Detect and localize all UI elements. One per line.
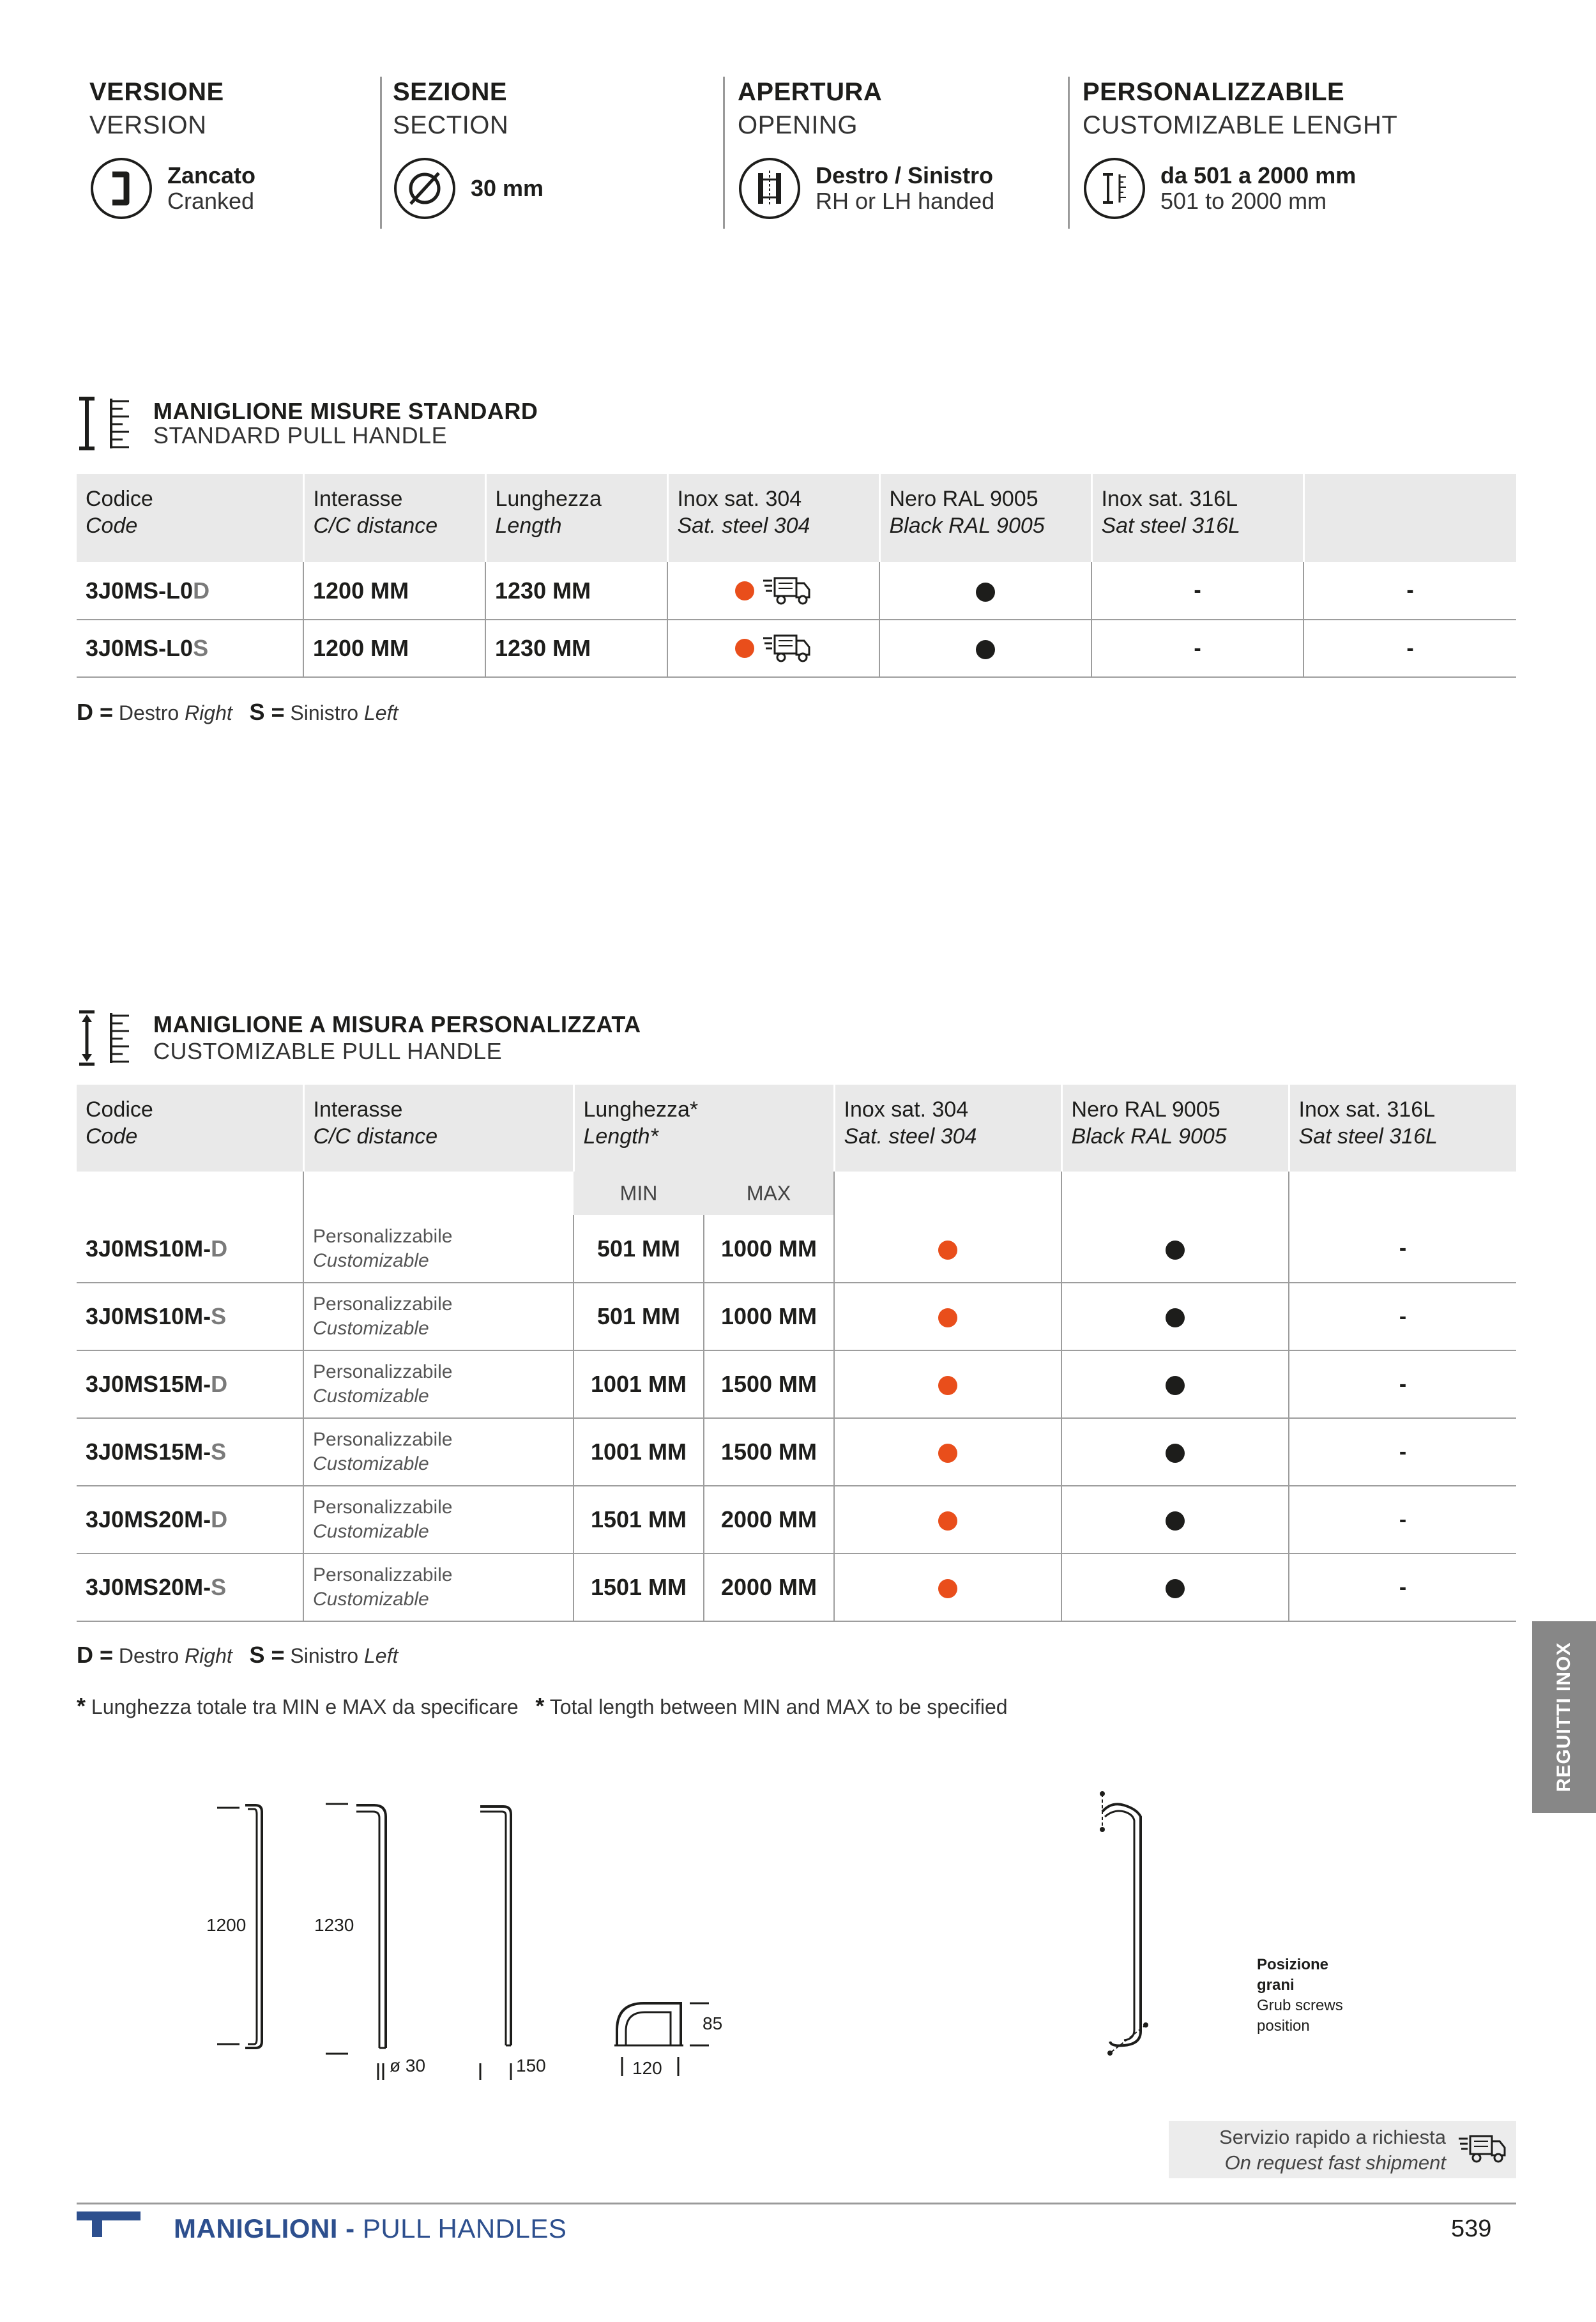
- max-cell: 1500 MM: [704, 1350, 834, 1418]
- header-cc: [303, 1085, 574, 1172]
- table-row: [77, 620, 1516, 677]
- attr-subtitle: CUSTOMIZABLE LENGHT: [1083, 111, 1398, 139]
- available-dot: [938, 1444, 957, 1463]
- dim-cc-label: 1200: [206, 1915, 247, 1935]
- code-base: 3J0MS20M-: [86, 1574, 211, 1600]
- steel-304-cell: [834, 1350, 1061, 1418]
- attr-section: [393, 77, 712, 230]
- diameter-icon: [393, 157, 457, 220]
- dim-150-label: 150: [516, 2056, 546, 2075]
- header-main: Nero RAL 9005: [1071, 1097, 1220, 1122]
- code-suffix: S: [211, 1303, 227, 1329]
- grub-en-2: position: [1257, 2017, 1310, 2035]
- code-suffix: D: [193, 577, 210, 604]
- code-suffix: D: [211, 1506, 228, 1532]
- minmax-row: [77, 1172, 1516, 1215]
- black-cell: [879, 562, 1091, 620]
- code-base: 3J0MS-L0: [86, 635, 194, 661]
- black-cell: [1061, 1350, 1289, 1418]
- handle-length-drawing: [319, 1795, 409, 2095]
- code-base: 3J0MS15M-: [86, 1371, 211, 1397]
- header-main: Codice: [86, 487, 153, 511]
- min-cell: 1501 MM: [574, 1554, 704, 1621]
- max-cell: 1500 MM: [704, 1418, 834, 1486]
- available-dot: [938, 1241, 957, 1260]
- available-dot: [938, 1376, 957, 1395]
- steel-304-cell: [667, 562, 879, 620]
- length-note: [77, 1693, 1008, 1720]
- black-cell: [1061, 1486, 1289, 1554]
- attr-divider: [1068, 77, 1070, 229]
- steel-304-cell: [834, 1486, 1061, 1554]
- available-dot: [976, 640, 995, 659]
- table-row: [77, 1283, 1516, 1350]
- section-title: MANIGLIONE A MISURA PERSONALIZZATA: [153, 1011, 641, 1037]
- max-cell: 2000 MM: [704, 1486, 834, 1554]
- legend-d: D =: [77, 1642, 114, 1668]
- header-main: Lunghezza: [495, 487, 602, 511]
- attr-version: [89, 77, 370, 230]
- legend-s-it: Sinistro: [290, 701, 359, 724]
- empty-cell: [1289, 1172, 1516, 1215]
- dim-diameter-label: ø 30: [390, 2056, 426, 2075]
- cc-cell: [303, 1283, 574, 1350]
- dim-120-label: 120: [632, 2058, 662, 2078]
- code-cell: [77, 1554, 303, 1621]
- header-sub: Black RAL 9005: [1071, 1124, 1227, 1149]
- cust-en: Customizable: [313, 1318, 429, 1339]
- code-cell: [77, 620, 303, 677]
- note-en: Total length between MIN and MAX to be specified: [549, 1695, 1008, 1718]
- cust-it: Personalizzabile: [313, 1564, 453, 1585]
- attr-value-main: 30 mm: [471, 175, 544, 201]
- custom-table: [77, 1085, 1516, 1622]
- cc-cell: [303, 1215, 574, 1283]
- code-cell: [77, 1350, 303, 1418]
- section-subtitle: STANDARD PULL HANDLE: [153, 422, 448, 448]
- attr-value-row: [738, 153, 994, 224]
- attr-customizable: [1083, 77, 1517, 230]
- attr-title: APERTURA: [738, 78, 883, 106]
- header-main: Inox sat. 304: [677, 487, 802, 511]
- header-main: Nero RAL 9005: [889, 487, 1038, 511]
- empty-cell: [1061, 1172, 1289, 1215]
- code-cell: [77, 1215, 303, 1283]
- attr-subtitle: OPENING: [738, 111, 858, 139]
- code-base: 3J0MS10M-: [86, 1235, 211, 1262]
- legend-standard: [77, 699, 398, 726]
- footer-divider: [77, 2203, 1516, 2204]
- cust-en: Customizable: [313, 1249, 429, 1271]
- empty-cell: [834, 1172, 1061, 1215]
- header-main: Codice: [86, 1097, 153, 1122]
- attr-value-sub: Cranked: [167, 188, 255, 214]
- fast-shipment-icon: [763, 633, 812, 664]
- footer-bold: MANIGLIONI -: [174, 2213, 355, 2243]
- black-cell: [1061, 1554, 1289, 1621]
- available-dot: [1166, 1579, 1185, 1598]
- header-steel-304: [667, 474, 879, 562]
- table-header-row: [77, 474, 1516, 562]
- attr-divider: [723, 77, 725, 229]
- legend-s: S =: [249, 699, 285, 725]
- cc-cell: [303, 1554, 574, 1621]
- cust-it: Personalizzabile: [313, 1361, 453, 1382]
- header-sub: C/C distance: [313, 1124, 438, 1149]
- fast-service-box: [1169, 2121, 1516, 2178]
- length-cell: 1230 MM: [485, 620, 667, 677]
- available-dot: [976, 583, 995, 602]
- table-row: [77, 1418, 1516, 1486]
- attr-value-main: Zancato: [167, 162, 256, 188]
- min-cell: 501 MM: [574, 1215, 704, 1283]
- cranked-icon: [89, 157, 153, 220]
- attr-value-main: Destro / Sinistro: [816, 162, 994, 188]
- header-sub: Code: [86, 514, 138, 538]
- available-dot: [938, 1511, 957, 1531]
- available-dot: [938, 1579, 957, 1598]
- fast-shipment-icon: [1459, 2134, 1507, 2164]
- max-cell: 1000 MM: [704, 1215, 834, 1283]
- cust-it: Personalizzabile: [313, 1497, 453, 1518]
- dim-length-label: 1230: [314, 1915, 354, 1935]
- header-steel-316: [1091, 474, 1303, 562]
- cust-it: Personalizzabile: [313, 1429, 453, 1450]
- available-dot: [1166, 1511, 1185, 1531]
- code-base: 3J0MS15M-: [86, 1439, 211, 1465]
- available-dot: [1166, 1444, 1185, 1463]
- steel-316-cell: -: [1091, 562, 1303, 620]
- cust-en: Customizable: [313, 1386, 429, 1407]
- min-label: MIN: [574, 1172, 704, 1215]
- black-cell: [879, 620, 1091, 677]
- length-cell: 1230 MM: [485, 562, 667, 620]
- header-main: Inox sat. 316L: [1298, 1097, 1436, 1122]
- attr-value-row: [89, 153, 255, 224]
- empty-cell: [77, 1172, 303, 1215]
- black-cell: [1061, 1215, 1289, 1283]
- header-sub: Length: [495, 514, 562, 538]
- handle-front-drawing: [211, 1795, 313, 2076]
- fast-service-en: On request fast shipment: [1224, 2151, 1446, 2174]
- empty-cell: [303, 1172, 574, 1215]
- table-row: [77, 1554, 1516, 1621]
- note-star: *: [77, 1693, 86, 1719]
- header-sub: Black RAL 9005: [889, 514, 1045, 538]
- legend-d-en: Right: [185, 1644, 232, 1667]
- attr-value-main: da 501 a 2000 mm: [1160, 162, 1357, 188]
- header-code: [77, 474, 303, 562]
- header-sub: Code: [86, 1124, 138, 1149]
- min-cell: 1501 MM: [574, 1486, 704, 1554]
- code-cell: [77, 1418, 303, 1486]
- header-black: [879, 474, 1091, 562]
- header-cc: [303, 474, 485, 562]
- header-black: [1061, 1085, 1289, 1172]
- steel-304-cell: [667, 620, 879, 677]
- min-cell: 501 MM: [574, 1283, 704, 1350]
- available-dot: [735, 639, 754, 658]
- steel-316-cell: -: [1289, 1215, 1516, 1283]
- header-length: [485, 474, 667, 562]
- brand-logo-icon: [77, 2211, 141, 2237]
- header-sub: Sat steel 316L: [1298, 1124, 1438, 1149]
- header-main: Interasse: [313, 1097, 403, 1122]
- header-code: [77, 1085, 303, 1172]
- table-row: [77, 562, 1516, 620]
- max-label: MAX: [704, 1172, 834, 1215]
- attr-subtitle: VERSION: [89, 111, 207, 139]
- dim-85-label: 85: [703, 2013, 723, 2033]
- min-cell: 1001 MM: [574, 1418, 704, 1486]
- code-base: 3J0MS-L0: [86, 577, 194, 604]
- grub-it-1: Posizione: [1257, 1956, 1329, 1973]
- section-title: MANIGLIONE MISURE STANDARD: [153, 398, 538, 424]
- footer-rest: PULL HANDLES: [362, 2213, 567, 2243]
- attr-subtitle: SECTION: [393, 111, 509, 139]
- steel-304-cell: [834, 1554, 1061, 1621]
- attr-title: VERSIONE: [89, 78, 224, 106]
- steel-304-cell: [834, 1215, 1061, 1283]
- note-star: *: [535, 1693, 545, 1719]
- attr-value-row: [1083, 153, 1356, 224]
- length-icon: [1083, 157, 1146, 220]
- available-dot: [735, 581, 754, 600]
- attr-title: PERSONALIZZABILE: [1083, 78, 1345, 106]
- cc-cell: [303, 1418, 574, 1486]
- fast-service-it: Servizio rapido a richiesta: [1219, 2126, 1446, 2148]
- code-cell: [77, 1283, 303, 1350]
- table-row: [77, 1486, 1516, 1554]
- header-steel-304: [834, 1085, 1061, 1172]
- handle-side-drawing: [473, 1795, 562, 2095]
- code-cell: [77, 562, 303, 620]
- cust-it: Personalizzabile: [313, 1225, 453, 1247]
- code-cell: [77, 1486, 303, 1554]
- ruler-icon: [75, 395, 133, 452]
- cust-en: Customizable: [313, 1453, 429, 1474]
- legend-s-it: Sinistro: [290, 1644, 359, 1667]
- code-suffix: S: [211, 1439, 227, 1465]
- table-row: [77, 1215, 1516, 1283]
- code-suffix: D: [211, 1235, 228, 1262]
- grub-label: [1257, 1955, 1343, 2036]
- available-dot: [938, 1308, 957, 1327]
- section-subtitle: CUSTOMIZABLE PULL HANDLE: [153, 1038, 503, 1064]
- attr-value-sub: 501 to 2000 mm: [1160, 188, 1327, 214]
- attr-value-sub: RH or LH handed: [816, 188, 995, 214]
- grub-en-1: Grub screws: [1257, 1997, 1343, 2014]
- available-dot: [1166, 1308, 1185, 1327]
- steel-304-cell: [834, 1418, 1061, 1486]
- attr-title: SEZIONE: [393, 78, 508, 106]
- steel-316-cell: -: [1289, 1283, 1516, 1350]
- note-it: Lunghezza totale tra MIN e MAX da specificare: [91, 1695, 519, 1718]
- legend-s-en: Left: [363, 1644, 399, 1667]
- header-sub: Sat. steel 304: [677, 514, 810, 538]
- opening-icon: [738, 157, 802, 220]
- available-dot: [1166, 1241, 1185, 1260]
- code-base: 3J0MS20M-: [86, 1506, 211, 1532]
- header-sub: C/C distance: [313, 514, 438, 538]
- side-tab: [1532, 1621, 1596, 1813]
- steel-316-cell: -: [1289, 1486, 1516, 1554]
- steel-316-cell: -: [1289, 1418, 1516, 1486]
- attr-opening: [738, 77, 1057, 230]
- header-sub: Sat. steel 304: [844, 1124, 977, 1149]
- steel-304-cell: [834, 1283, 1061, 1350]
- header-sub: Sat steel 316L: [1101, 514, 1240, 538]
- steel-316-cell: -: [1091, 620, 1303, 677]
- attr-value-row: [393, 153, 543, 224]
- min-cell: 1001 MM: [574, 1350, 704, 1418]
- steel-316-cell: -: [1289, 1554, 1516, 1621]
- cc-cell: [303, 1486, 574, 1554]
- max-cell: 1000 MM: [704, 1283, 834, 1350]
- cust-en: Customizable: [313, 1521, 429, 1542]
- legend-d: D =: [77, 699, 114, 725]
- legend-d-it: Destro: [118, 1644, 179, 1667]
- extra-cell: -: [1303, 620, 1516, 677]
- header-empty: [1303, 474, 1516, 562]
- steel-316-cell: -: [1289, 1350, 1516, 1418]
- adjustable-ruler-icon: [75, 1009, 133, 1067]
- fast-shipment-icon: [763, 576, 812, 606]
- cc-cell: [303, 1350, 574, 1418]
- legend-s: S =: [249, 1642, 285, 1668]
- standard-table: [77, 474, 1516, 678]
- attr-divider: [380, 77, 382, 229]
- header-sub: Length*: [583, 1124, 658, 1149]
- code-suffix: S: [211, 1574, 227, 1600]
- header-main: Interasse: [313, 487, 403, 511]
- black-cell: [1061, 1283, 1289, 1350]
- handle-end-detail-drawing: [607, 1993, 734, 2082]
- cc-cell: 1200 MM: [303, 562, 485, 620]
- extra-cell: -: [1303, 562, 1516, 620]
- cc-cell: 1200 MM: [303, 620, 485, 677]
- side-tab-label: REGUITTI INOX: [1553, 1642, 1574, 1792]
- table-row: [77, 1350, 1516, 1418]
- grub-it-2: grani: [1257, 1976, 1295, 1994]
- header-main: Inox sat. 316L: [1101, 487, 1238, 511]
- legend-d-it: Destro: [118, 701, 179, 724]
- black-cell: [1061, 1418, 1289, 1486]
- legend-d-en: Right: [185, 701, 232, 724]
- max-cell: 2000 MM: [704, 1554, 834, 1621]
- legend-s-en: Left: [363, 701, 399, 724]
- code-suffix: S: [193, 635, 209, 661]
- footer-title: [174, 2213, 566, 2244]
- code-base: 3J0MS10M-: [86, 1303, 211, 1329]
- page-number: 539: [1451, 2215, 1492, 2242]
- cust-it: Personalizzabile: [313, 1294, 453, 1315]
- legend-custom: [77, 1642, 398, 1669]
- code-suffix: D: [211, 1371, 228, 1397]
- cust-en: Customizable: [313, 1589, 429, 1610]
- available-dot: [1166, 1376, 1185, 1395]
- header-length: [574, 1085, 834, 1172]
- table-header-row: [77, 1085, 1516, 1172]
- header-steel-316: [1289, 1085, 1516, 1172]
- header-main: Lunghezza*: [583, 1097, 699, 1122]
- grub-screw-drawing: [1086, 1789, 1162, 2089]
- header-main: Inox sat. 304: [844, 1097, 969, 1122]
